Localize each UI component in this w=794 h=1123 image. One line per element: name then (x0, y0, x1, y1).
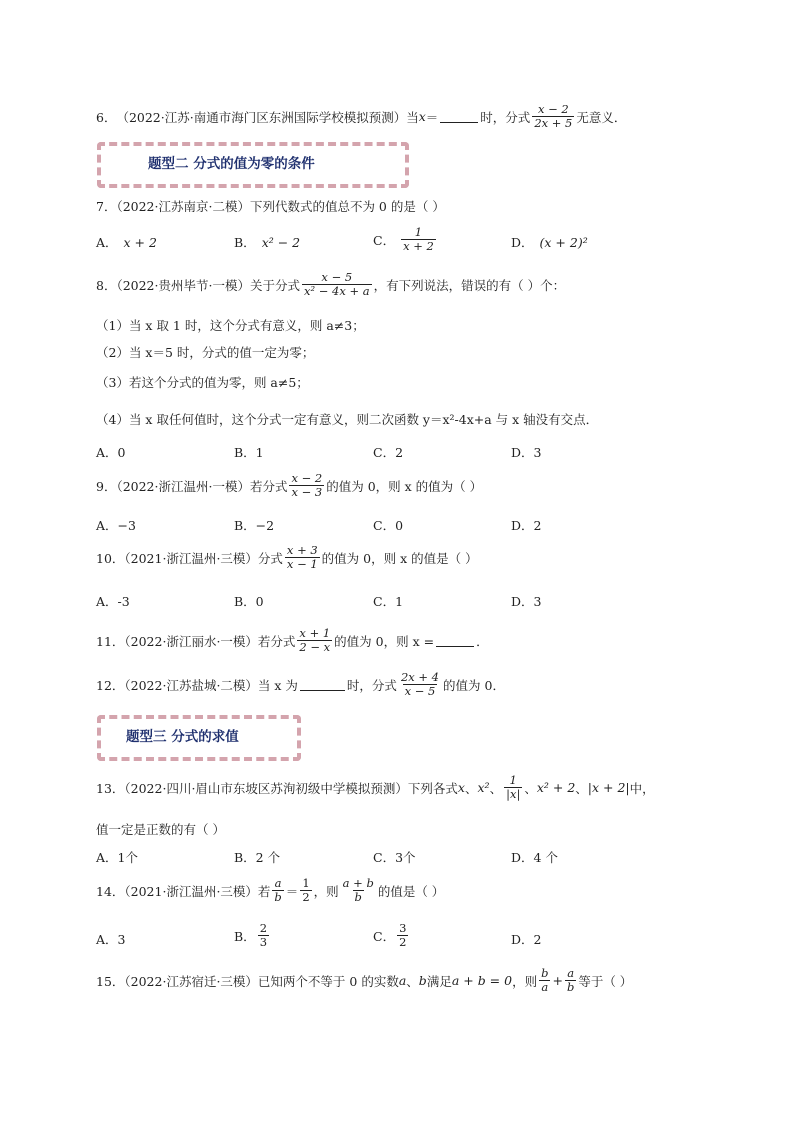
q13-option-a[interactable]: A．1个 (96, 850, 138, 865)
q13-line-2: 值一定是正数的有（ ） (96, 822, 225, 837)
q10-option-d[interactable]: D．3 (511, 594, 542, 609)
question-15: 15．（2022·江苏宿迁·三模）已知两个不等于 0 的实数 a 、 b 满足 a + b = 0 ，则 $\frac{b}{a}$ + $\frac{a}{b}$ 等于（ ） (96, 966, 633, 995)
q14-pre: 14．（2021·浙江温州·三模）若 (96, 883, 271, 899)
q6-mid: 时，分式 (480, 109, 531, 125)
q7-option-a[interactable]: A． x + 2 (96, 234, 157, 250)
q8-option-c[interactable]: C．2 (373, 445, 404, 460)
q9-option-d[interactable]: D．2 (511, 518, 542, 533)
q6-eq: ＝ (425, 109, 439, 125)
q8-statement-2: （2）当 x＝5 时，分式的值一定为零； (96, 345, 315, 360)
q6-answer-blank[interactable] (440, 110, 478, 123)
q6-var: x (418, 109, 426, 125)
section-3-title: 题型三 分式的求值 (126, 729, 239, 745)
q12-post: 的值为 0． (443, 677, 505, 693)
q8-fraction: $\frac{x - 5}{\text{x² − 4x + a}}$ (303, 270, 370, 299)
q8-statement-4: （4）当 x 取任何值时，这个分式一定有意义，则二次函数 y＝x²-4x+a 与 x 轴没有交点． (96, 412, 599, 427)
q7-text: 7．（2022·江苏南京·二模）下列代数式的值总不为 0 的是（ ） (96, 199, 445, 214)
q8-option-d[interactable]: D．3 (511, 445, 542, 460)
q9-option-b[interactable]: B．−2 (234, 518, 275, 533)
q10-option-c[interactable]: C．1 (373, 594, 404, 609)
q9-post: 的值为 0，则 x 的值为（ ） (326, 478, 483, 494)
q7-option-c[interactable]: C． $\frac{1}{x + 2}$ (373, 225, 434, 254)
question-7 (96, 197, 445, 215)
q10-fraction: $\frac{x + 3}{x - 1}$ (286, 543, 318, 572)
q8-pre: 8．（2022·贵州毕节·一模）关于分式 (96, 277, 300, 293)
question-10 (96, 544, 478, 571)
q6-source: （2022·江苏·南通市海门区东洲国际学校模拟预测）当 (116, 109, 419, 125)
question-11 (96, 627, 489, 654)
q7-option-d[interactable]: D． (x + 2)² (511, 234, 588, 250)
q11-post: 的值为 0，则 x = (334, 633, 435, 649)
q11-fraction: $\frac{x + 1}{2 - x}$ (299, 626, 331, 655)
question-9 (96, 472, 482, 499)
q6-number: 6． (96, 109, 117, 125)
q10-post: 的值为 0，则 x 的值是（ ） (321, 550, 478, 566)
question-8 (96, 271, 565, 298)
q14-option-c[interactable]: C． $\frac{3}{2}$ (373, 921, 407, 950)
q10-pre: 10．（2021·浙江温州·三模）分式 (96, 550, 283, 566)
question-12 (96, 671, 505, 698)
q8-statement-1: （1）当 x 取 1 时，这个分式有意义，则 a≠3； (96, 318, 365, 333)
q9-pre: 9．（2022·浙江温州·一模）若分式 (96, 478, 288, 494)
q6-fraction: $\frac{x - 2}{2x + 5}$ (534, 102, 573, 131)
q11-end: ． (476, 633, 489, 649)
q13-option-b[interactable]: B．2 个 (234, 850, 281, 865)
q13-option-c[interactable]: C．3个 (373, 850, 416, 865)
q14-option-d[interactable]: D．2 (511, 932, 542, 947)
q8-statement-3: （3）若这个分式的值为零，则 a≠5； (96, 375, 309, 390)
q14-option-b[interactable]: B． $\frac{2}{3}$ (234, 921, 268, 950)
q12-pre: 12．（2022·江苏盐城·二模）当 x 为 (96, 677, 298, 693)
q8-option-b[interactable]: B．1 (234, 445, 264, 460)
q8-post: ，有下列说法，错误的有（ ）个： (373, 277, 566, 293)
q12-mid: 时，分式 (346, 677, 397, 693)
q13-pre: 13．（2022·四川·眉山市东坡区苏洵初级中学模拟预测）下列各式 (96, 780, 458, 796)
q12-fraction: $\frac{2x + 4}{x - 5}$ (400, 670, 440, 699)
q11-pre: 11．（2022·浙江丽水·一模）若分式 (96, 633, 296, 649)
q15-pre: 15．（2022·江苏宿迁·三模）已知两个不等于 0 的实数 (96, 973, 399, 989)
q7-option-b[interactable]: B． x² − 2 (234, 234, 301, 250)
q9-option-a[interactable]: A．−3 (96, 518, 136, 533)
q6-end: 无意义． (576, 109, 627, 125)
q10-option-b[interactable]: B．0 (234, 594, 264, 609)
question-13: 13．（2022·四川·眉山市东坡区苏洵初级中学模拟预测）下列各式 x 、 x² 、 $\frac{1}{|x|}$ 、 x² + 2 、 |x + 2| 中， (96, 773, 655, 802)
q11-answer-blank[interactable] (436, 634, 474, 647)
q10-option-a[interactable]: A．-3 (96, 594, 130, 609)
q12-answer-blank[interactable] (300, 678, 345, 691)
q13-option-d[interactable]: D．4 个 (511, 850, 558, 865)
q14-option-a[interactable]: A．3 (96, 932, 126, 947)
section-2-title: 题型二 分式的值为零的条件 (148, 156, 315, 172)
question-14: 14．（2021·浙江温州·三模）若 $\frac{a}{b}$ ＝ $\frac{1}{2}$ ，则 $\frac{a + b}{b}$ 的值是（ ） (96, 876, 445, 905)
q8-option-a[interactable]: A．0 (96, 445, 126, 460)
q9-option-c[interactable]: C．0 (373, 518, 404, 533)
question-6 (96, 103, 626, 130)
q9-fraction: $\frac{x - 2}{x - 3}$ (291, 471, 323, 500)
